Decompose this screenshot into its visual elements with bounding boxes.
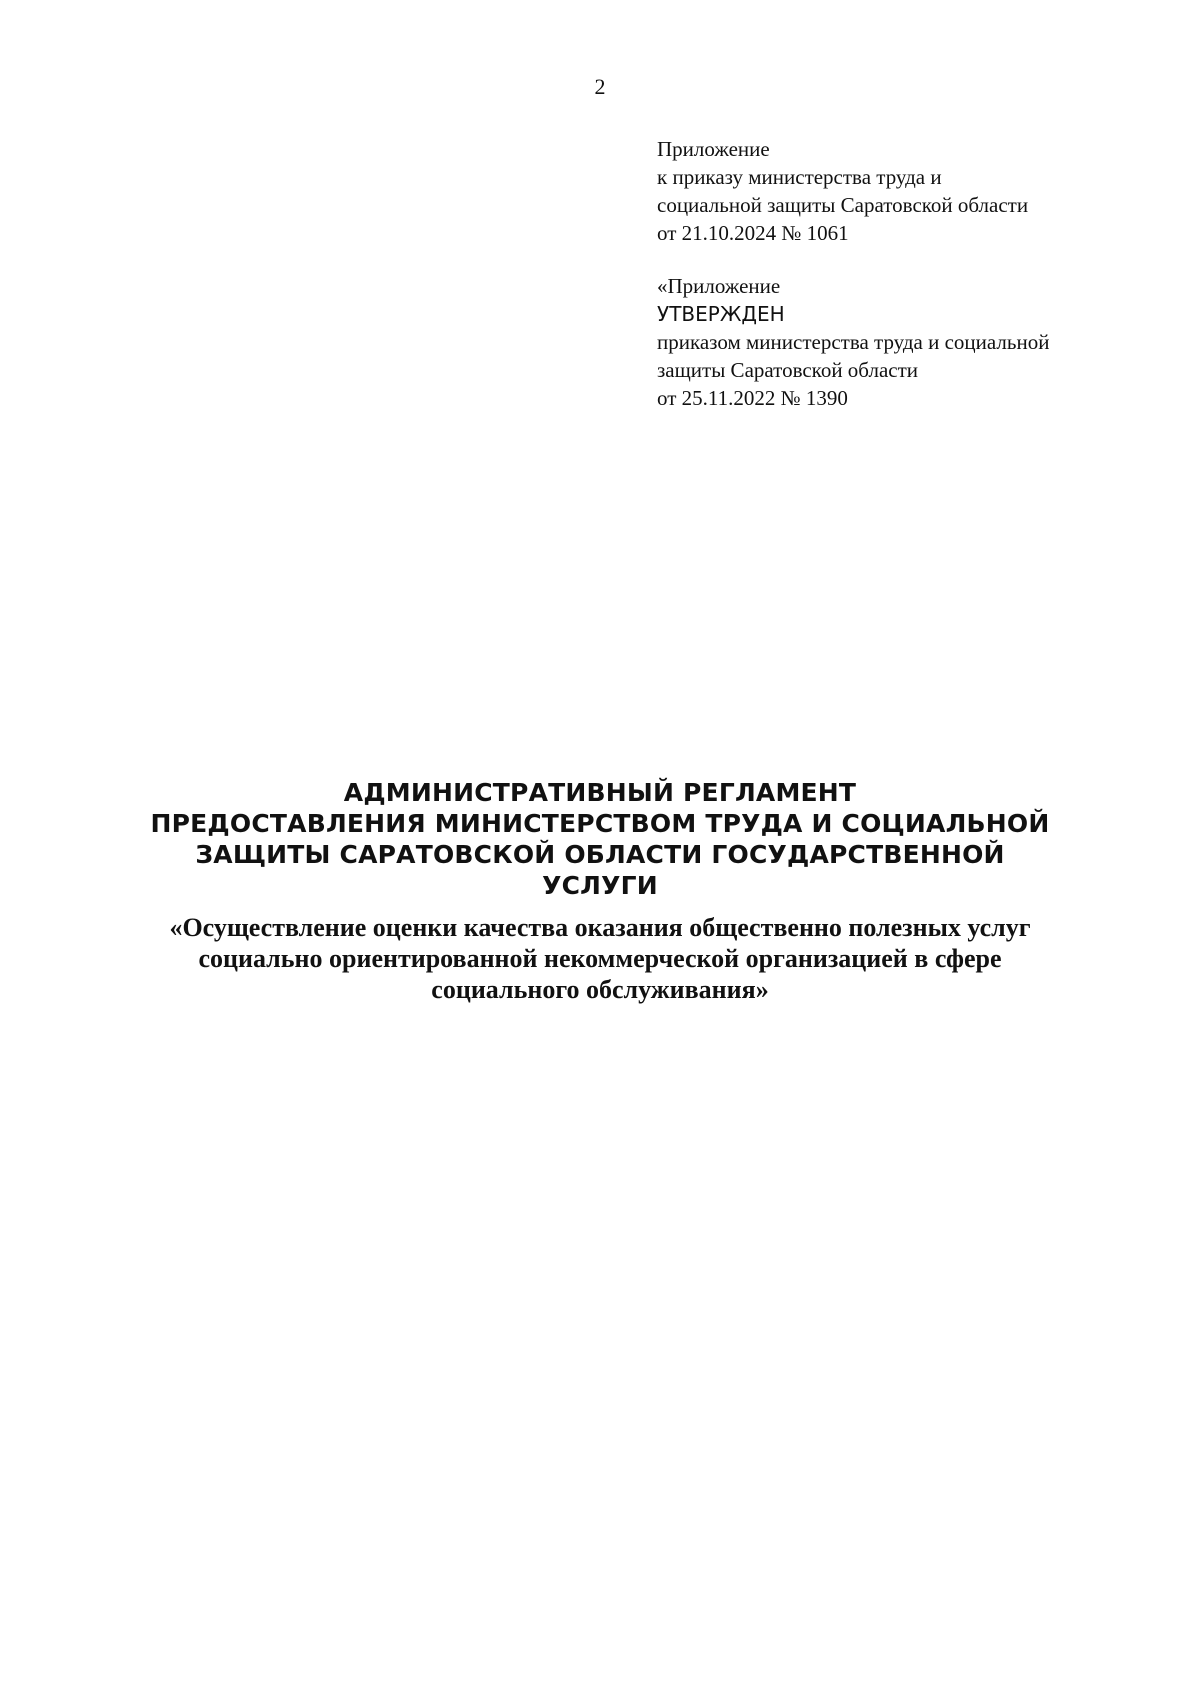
appendix-current-order xyxy=(657,135,1177,247)
regulation-title xyxy=(100,777,1100,901)
service-name xyxy=(100,912,1100,1005)
appendix-original-line: приказом министерства труда и социальной xyxy=(657,330,1050,354)
appendix-current-line: социальной защиты Саратовской области xyxy=(657,193,1029,217)
appendix-original-line: от 25.11.2022 № 1390 xyxy=(657,386,848,410)
approved-stamp-text: УТВЕРЖДЕН xyxy=(657,302,785,326)
appendix-original-line: «Приложение xyxy=(657,274,781,298)
regulation-title-line: АДМИНИСТРАТИВНЫЙ РЕГЛАМЕНТ xyxy=(343,778,857,807)
appendix-current-line: к приказу министерства труда и xyxy=(657,165,942,189)
regulation-title-line: УСЛУГИ xyxy=(542,871,658,900)
service-name-line: социально ориентированной некоммерческой организацией в сфере xyxy=(198,944,1002,973)
page-number: 2 xyxy=(594,74,606,99)
service-name-line: «Осуществление оценки качества оказания общественно полезных услуг xyxy=(169,913,1031,942)
appendix-original-order xyxy=(657,272,1177,412)
service-name-line: социального обслуживания» xyxy=(431,975,769,1004)
appendix-original-line: защиты Саратовской области xyxy=(657,358,919,382)
regulation-title-line: ПРЕДОСТАВЛЕНИЯ МИНИСТЕРСТВОМ ТРУДА И СОЦИАЛЬНОЙ xyxy=(150,809,1050,838)
regulation-title-line: ЗАЩИТЫ САРАТОВСКОЙ ОБЛАСТИ ГОСУДАРСТВЕННОЙ xyxy=(195,840,1005,869)
document-title-block xyxy=(100,777,1100,1005)
appendix-current-line: от 21.10.2024 № 1061 xyxy=(657,221,849,245)
appendix-current-line: Приложение xyxy=(657,137,770,161)
